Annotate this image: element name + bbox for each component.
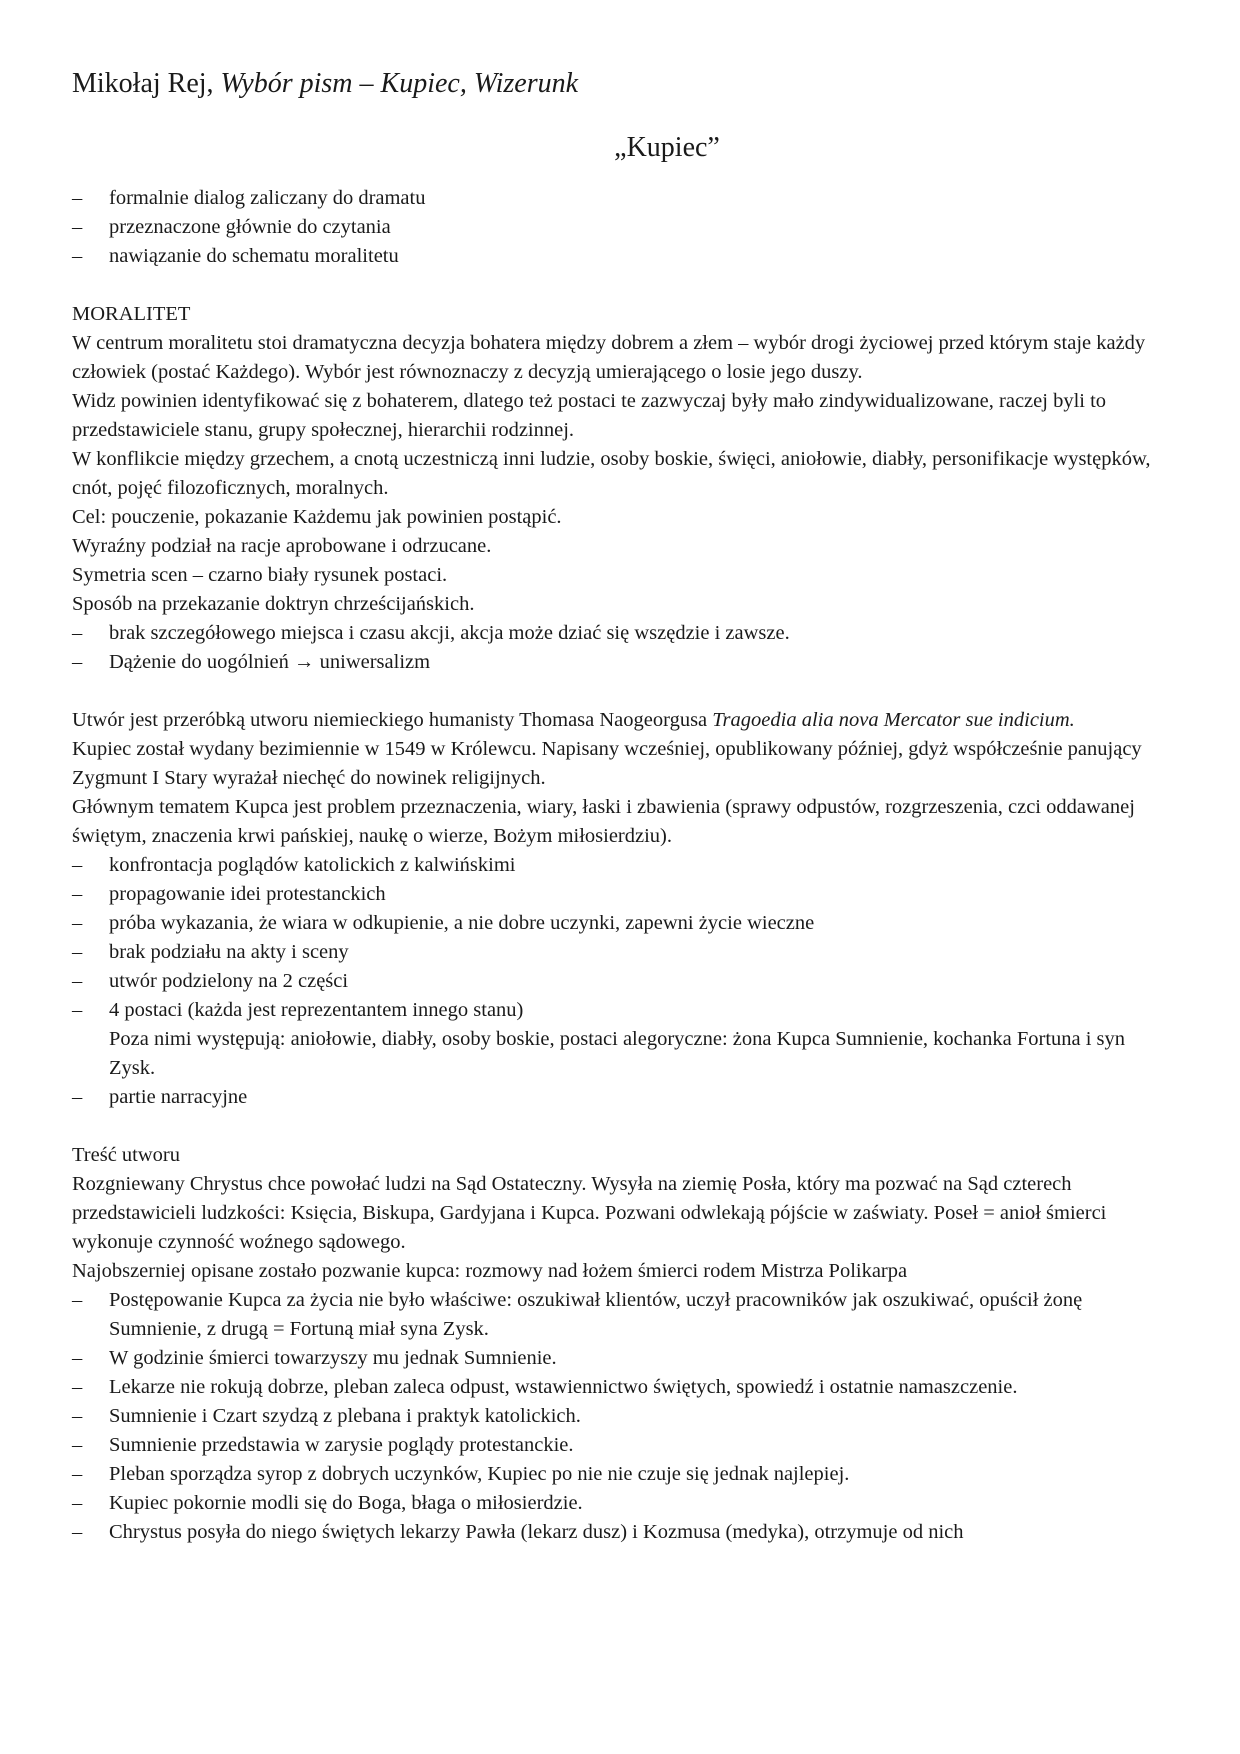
list-item [72, 996, 1172, 1025]
list-item [72, 242, 1172, 271]
list-item-text: konfrontacja poglądów katolickich z kalwińskimi [109, 854, 516, 876]
dash-bullet: – [72, 245, 83, 267]
tresc-heading: Treść utworu [72, 1144, 181, 1166]
intro-list [72, 184, 1172, 271]
title-author: Mikołaj Rej, [72, 68, 221, 99]
list-item [72, 880, 1172, 909]
list-item [72, 184, 1172, 213]
moralitet-list [72, 619, 1172, 677]
dash-bullet: – [72, 1086, 83, 1108]
dash-bullet: – [72, 999, 83, 1021]
list-item-text: Chrystus posyła do niego świętych lekarzy Pawła (lekarz dusz) i Kozmusa (medyka), otrzymuje od nich [109, 1521, 964, 1543]
paragraph: W konflikcie między grzechem, a cnotą uczestniczą inni ludzie, osoby boskie, święci, aniołowie, diabły, personifikacje występków, cnót, pojęć filozoficznych, moralnych. [72, 448, 1151, 499]
dash-bullet: – [72, 1521, 83, 1543]
paragraph: Cel: pouczenie, pokazanie Każdemu jak powinien postąpić. [72, 506, 562, 528]
list-item [72, 909, 1172, 938]
characters-note: Poza nimi występują: aniołowie, diabły, osoby boskie, postaci alegoryczne: żona Kupca Sumnienie, kochanka Fortuna i syn Zysk. [109, 1028, 1126, 1079]
list-item-text: utwór podzielony na 2 części [109, 970, 349, 992]
list-item [72, 1286, 1172, 1344]
features-list-continued [72, 1083, 1172, 1112]
dash-bullet: – [72, 1463, 83, 1485]
list-item [72, 619, 1172, 648]
paragraph: Symetria scen – czarno biały rysunek postaci. [72, 564, 448, 586]
dash-bullet: – [72, 1405, 83, 1427]
dash-bullet: – [72, 187, 83, 209]
dash-bullet: – [72, 622, 83, 644]
moralitet-heading: MORALITET [72, 303, 191, 325]
features-list [72, 851, 1172, 1025]
list-item [72, 648, 1172, 677]
list-item-text: brak szczegółowego miejsca i czasu akcji, akcja może dziać się wszędzie i zawsze. [109, 622, 790, 644]
title-work: Wybór pism – Kupiec, Wizerunk [220, 68, 579, 99]
list-item-text: nawiązanie do schematu moralitetu [109, 245, 399, 267]
dash-bullet: – [72, 883, 83, 905]
dash-bullet: – [72, 1492, 83, 1514]
list-item [72, 851, 1172, 880]
paragraph: Głównym tematem Kupca jest problem przeznaczenia, wiary, łaski i zbawienia (sprawy odpustów, rozgrzeszenia, czci oddawanej świętym, znaczenia krwi pańskiej, naukę o wierze, Bożym miłosierdziu). [72, 796, 1135, 847]
dash-bullet: – [72, 216, 83, 238]
document-title [72, 66, 1172, 102]
section-title: „Kupiec” [614, 132, 720, 163]
paragraph: Widz powinien identyfikować się z bohaterem, dlatego też postaci te zazwyczaj były mało zindywidualizowane, raczej byli to przedstawiciele stanu, grupy społecznej, hierarchii rodzinnej. [72, 390, 1107, 441]
list-item [72, 967, 1172, 996]
dash-bullet: – [72, 1434, 83, 1456]
list-item-text: formalnie dialog zaliczany do dramatu [109, 187, 426, 209]
dash-bullet: – [72, 1347, 83, 1369]
dash-bullet: – [72, 854, 83, 876]
document-page [72, 66, 1172, 1547]
dash-bullet: – [72, 1289, 83, 1311]
dash-bullet: – [72, 912, 83, 934]
list-item-text: przeznaczone głównie do czytania [109, 216, 391, 238]
dash-bullet: – [72, 651, 83, 673]
paragraph: W centrum moralitetu stoi dramatyczna decyzja bohatera między dobrem a złem – wybór drogi życiowej przed którym staje każdy człowiek (postać Każdego). Wybór jest równoznaczy z decyzją umierającego o losie jego duszy. [72, 332, 1146, 383]
list-item [72, 1344, 1172, 1373]
list-item [72, 1460, 1172, 1489]
list-item-text: próba wykazania, że wiara w odkupienie, a nie dobre uczynki, zapewni życie wieczne [109, 912, 815, 934]
paragraph: Rozgniewany Chrystus chce powołać ludzi na Sąd Ostateczny. Wysyła na ziemię Posła, który ma pozwać na Sąd czterech przedstawicieli ludzkości: Księcia, Biskupa, Gardyjana i Kupca. Pozwani odwlekają pójście w zaświaty. Poseł = anioł śmierci wykonuje czynność woźnego sądowego. [72, 1173, 1107, 1253]
list-item [72, 213, 1172, 242]
origin-source-title: Tragoedia alia nova Mercator sue indicium [712, 709, 1070, 731]
paragraph: Kupiec został wydany bezimiennie w 1549 w Królewcu. Napisany wcześniej, opublikowany później, gdyż współcześnie panujący Zygmunt I Stary wyrażał niechęć do nowinek religijnych. [72, 738, 1142, 789]
list-item-text: 4 postaci (każda jest reprezentantem innego stanu) [109, 999, 524, 1021]
list-item-text: propagowanie idei protestanckich [109, 883, 386, 905]
list-item-text: Lekarze nie rokują dobrze, pleban zaleca odpust, wstawiennictwo świętych, spowiedź i ostatnie namaszczenie. [109, 1376, 1018, 1398]
paragraph: Najobszerniej opisane zostało pozwanie kupca: rozmowy nad łożem śmierci rodem Mistrza Polikarpa [72, 1260, 908, 1282]
list-item [72, 938, 1172, 967]
list-item-text: Kupiec pokornie modli się do Boga, błaga o miłosierdzie. [109, 1492, 583, 1514]
list-item [72, 1373, 1172, 1402]
dash-bullet: – [72, 970, 83, 992]
list-item-text: Dążenie do uogólnień → uniwersalizm [109, 651, 431, 673]
dash-bullet: – [72, 1376, 83, 1398]
origin-paragraph [72, 706, 1172, 735]
list-item [72, 1518, 1172, 1547]
list-item-text: Postępowanie Kupca za życia nie było właściwe: oszukiwał klientów, uczył pracowników jak oszukiwać, opuścił żonę Sumnienie, z drugą = Fortuną miał syna Zysk. [109, 1289, 1083, 1340]
origin-period: . [1069, 709, 1075, 731]
list-item-text: Pleban sporządza syrop z dobrych uczynków, Kupiec po nie nie czuje się jednak najlepiej. [109, 1463, 850, 1485]
plot-list [72, 1286, 1172, 1547]
list-item-text: Sumnienie przedstawia w zarysie poglądy protestanckie. [109, 1434, 574, 1456]
paragraph: Wyraźny podział na racje aprobowane i odrzucane. [72, 535, 492, 557]
list-item [72, 1083, 1172, 1112]
list-item [72, 1431, 1172, 1460]
paragraph: Sposób na przekazanie doktryn chrześcijańskich. [72, 593, 475, 615]
list-item-text: brak podziału na akty i sceny [109, 941, 349, 963]
dash-bullet: – [72, 941, 83, 963]
list-item [72, 1402, 1172, 1431]
list-item [72, 1489, 1172, 1518]
list-item-text: W godzinie śmierci towarzyszy mu jednak Sumnienie. [109, 1347, 557, 1369]
origin-text: Utwór jest przeróbką utworu niemieckiego humanisty Thomasa Naogeorgusa [72, 709, 713, 731]
list-item-text: partie narracyjne [109, 1086, 248, 1108]
list-item-text: Sumnienie i Czart szydzą z plebana i praktyk katolickich. [109, 1405, 581, 1427]
